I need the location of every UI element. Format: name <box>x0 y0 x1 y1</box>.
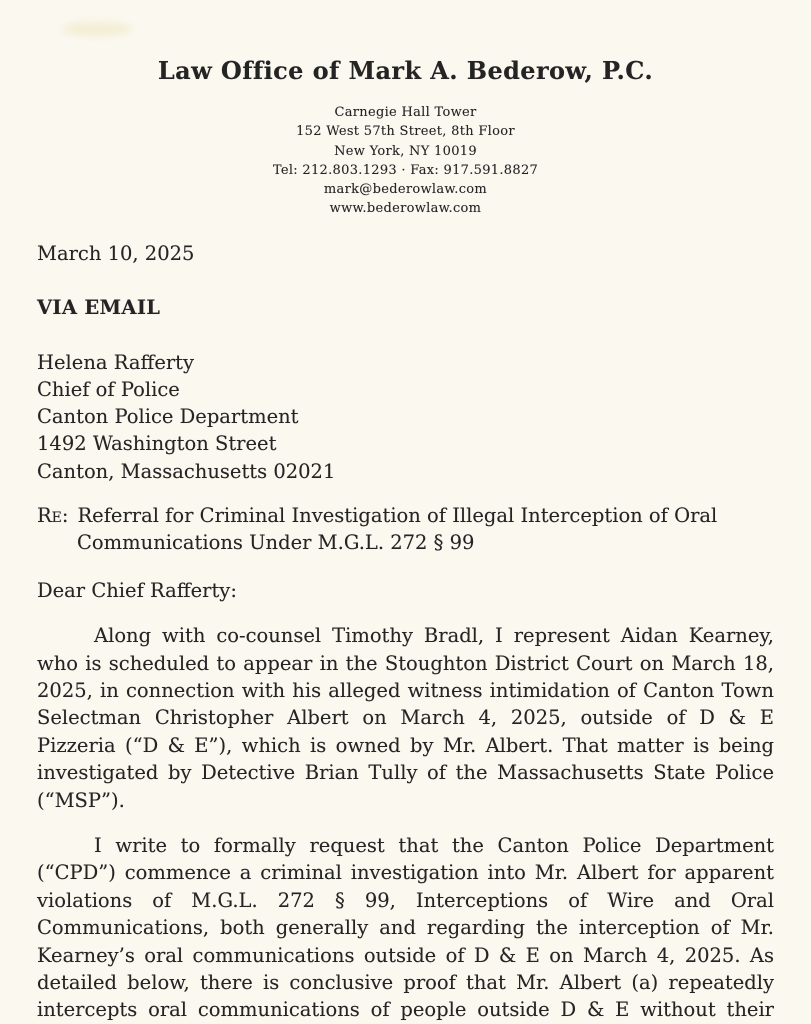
recipient-street: 1492 Washington Street <box>37 432 277 456</box>
letterhead <box>37 0 774 219</box>
recipient-title: Chief of Police <box>37 377 180 401</box>
re-line <box>37 502 774 556</box>
recipient-organization: Canton Police Department <box>37 405 299 429</box>
recipient-block <box>37 349 774 485</box>
salutation: Dear Chief Rafferty: <box>37 579 237 603</box>
re-subject-text: Referral for Criminal Investigation of Illegal Interception of Oral Communications Under M.G.L. 272 § 99 <box>77 503 718 554</box>
body-paragraph-2: I write to formally request that the Canton Police Department (“CPD”) commence a criminal investigation into Mr. Albert for apparent violations of M.G.L. 272 § 99, Interceptions of Wire and Oral Communications, both generally and regarding the interception of Mr. Kearney’s oral communications outside of D & E on March 4, 2025. As detailed below, there is conclusive proof that Mr. Albert (a) repeatedly intercepts oral communications of people outside D & E without their <box>37 834 774 1022</box>
re-label: Re: <box>37 503 69 527</box>
recipient-name: Helena Rafferty <box>37 350 195 374</box>
firm-name: Law Office of Mark A. Bederow, P.C. <box>157 56 654 85</box>
letter-date: March 10, 2025 <box>37 241 195 265</box>
letterhead-address-line: Carnegie Hall Tower <box>334 105 477 120</box>
letterhead-email: mark@bederowlaw.com <box>323 182 488 198</box>
letterhead-address-line: New York, NY 10019 <box>334 143 477 159</box>
letterhead-website: www.bederowlaw.com <box>329 201 482 217</box>
delivery-method: VIA EMAIL <box>37 295 161 319</box>
body-paragraph-1: Along with co-counsel Timothy Bradl, I represent Aidan Kearney, who is scheduled to appear in the Stoughton District Court on March 18, 2025, in connection with his alleged witness intimidation of Canton Town Selectman Christopher Albert on March 4, 2025, outside of D & E Pizzeria (“D & E”), which is owned by Mr. Albert. That matter is being investigated by Detective Brian Tully of the Massachusetts State Police (“MSP”). <box>37 624 774 812</box>
letterhead-phone-fax-line: Tel: 212.803.1293 · Fax: 917.591.8827 <box>272 162 539 178</box>
letterhead-address-line: 152 West 57th Street, 8th Floor <box>296 124 515 140</box>
letterhead-address <box>37 103 774 219</box>
recipient-city-state-zip: Canton, Massachusetts 02021 <box>37 459 336 483</box>
